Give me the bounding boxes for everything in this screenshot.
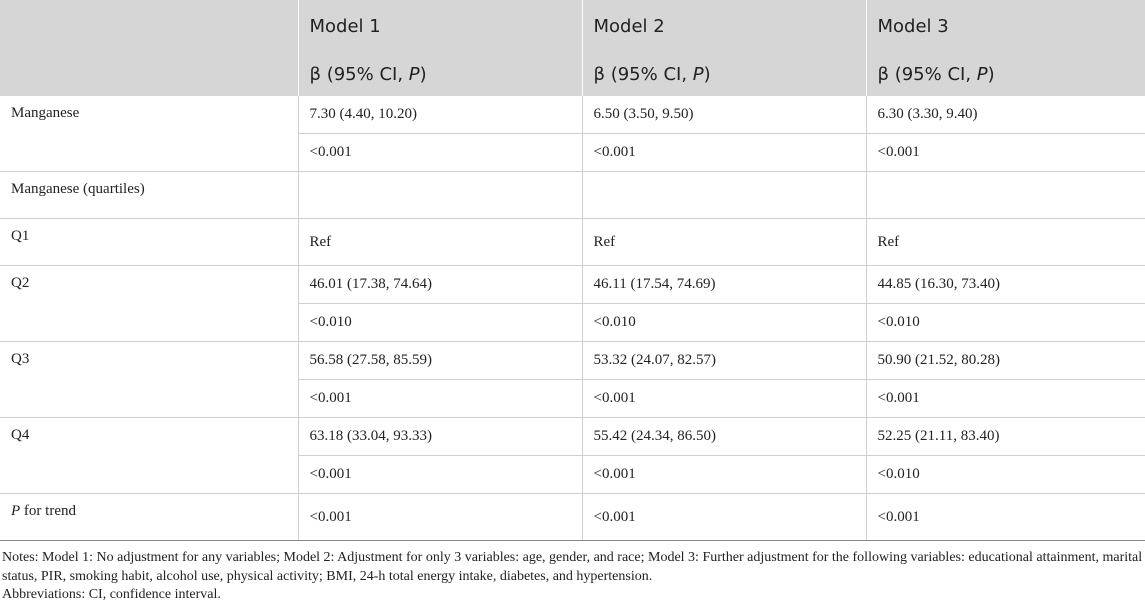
header-stat-3	[866, 52, 1145, 96]
cell-beta: Ref	[866, 219, 1145, 266]
cell-p: <0.010	[866, 456, 1145, 494]
cell-p: <0.001	[866, 134, 1145, 172]
header-model-1: Model 1	[298, 0, 582, 52]
stat-p: P	[408, 63, 420, 85]
cell-beta: 55.42 (24.34, 86.50)	[582, 418, 866, 456]
stat-prefix: β (95% CI,	[309, 63, 409, 85]
row-label: Manganese (quartiles)	[0, 172, 298, 219]
cell-beta: 50.90 (21.52, 80.28)	[866, 342, 1145, 380]
notes-text: Notes: Model 1: No adjustment for any variables; Model 2: Adjustment for only 3 variables: age, gender, and race; Model 3: Further adjustment for the following variables: educational attainment, marital status, PIR, smoking habit, alcohol use, physical activity; BMI, 24-h total energy intake, diabetes, and hypertension.	[2, 550, 1143, 584]
table-row	[0, 494, 1145, 541]
cell-beta	[582, 172, 866, 219]
cell-p: <0.001	[582, 494, 866, 541]
cell-beta	[298, 172, 582, 219]
stat-suffix: )	[419, 63, 427, 85]
cell-beta: 53.32 (24.07, 82.57)	[582, 342, 866, 380]
cell-p: <0.001	[582, 456, 866, 494]
cell-p: <0.010	[298, 304, 582, 342]
header-model-3: Model 3	[866, 0, 1145, 52]
cell-beta: 6.30 (3.30, 9.40)	[866, 96, 1145, 134]
stat-suffix: )	[703, 63, 711, 85]
row-label: Q1	[0, 219, 298, 266]
cell-beta: 46.11 (17.54, 74.69)	[582, 266, 866, 304]
cell-p: <0.001	[582, 380, 866, 418]
table-notes	[0, 541, 1145, 605]
header-stat-1	[298, 52, 582, 96]
header-row-stats	[0, 52, 1145, 96]
p-trend-rest: for trend	[20, 503, 76, 519]
stat-p: P	[692, 63, 704, 85]
header-stat-2	[582, 52, 866, 96]
row-label: Q3	[0, 342, 298, 418]
cell-p: <0.001	[298, 494, 582, 541]
cell-beta: 44.85 (16.30, 73.40)	[866, 266, 1145, 304]
table-row	[0, 219, 1145, 266]
cell-beta	[866, 172, 1145, 219]
cell-beta: 63.18 (33.04, 93.33)	[298, 418, 582, 456]
header-model-2: Model 2	[582, 0, 866, 52]
cell-p: <0.001	[298, 456, 582, 494]
stat-p: P	[976, 63, 988, 85]
stat-prefix: β (95% CI,	[593, 63, 693, 85]
abbreviations-text: Abbreviations: CI, confidence interval.	[2, 587, 221, 602]
p-italic: P	[11, 503, 21, 519]
cell-beta: 6.50 (3.50, 9.50)	[582, 96, 866, 134]
table-row	[0, 342, 1145, 380]
cell-p: <0.001	[298, 134, 582, 172]
cell-p: <0.001	[298, 380, 582, 418]
cell-p: <0.010	[582, 304, 866, 342]
cell-p: <0.001	[582, 134, 866, 172]
header-empty-2	[0, 52, 298, 96]
header-empty	[0, 0, 298, 52]
cell-beta: Ref	[582, 219, 866, 266]
table-row	[0, 266, 1145, 304]
cell-beta: 46.01 (17.38, 74.64)	[298, 266, 582, 304]
stat-suffix: )	[987, 63, 995, 85]
table-row	[0, 96, 1145, 134]
cell-beta: 52.25 (21.11, 83.40)	[866, 418, 1145, 456]
table-row	[0, 418, 1145, 456]
cell-p: <0.001	[866, 380, 1145, 418]
cell-beta: 7.30 (4.40, 10.20)	[298, 96, 582, 134]
cell-p: <0.010	[866, 304, 1145, 342]
cell-beta: Ref	[298, 219, 582, 266]
cell-p: <0.001	[866, 494, 1145, 541]
row-label: Q4	[0, 418, 298, 494]
cell-beta: 56.58 (27.58, 85.59)	[298, 342, 582, 380]
row-label-p-trend	[0, 494, 298, 541]
stat-prefix: β (95% CI,	[877, 63, 977, 85]
table-row	[0, 172, 1145, 219]
header-row-models	[0, 0, 1145, 52]
row-label: Manganese	[0, 96, 298, 172]
row-label: Q2	[0, 266, 298, 342]
